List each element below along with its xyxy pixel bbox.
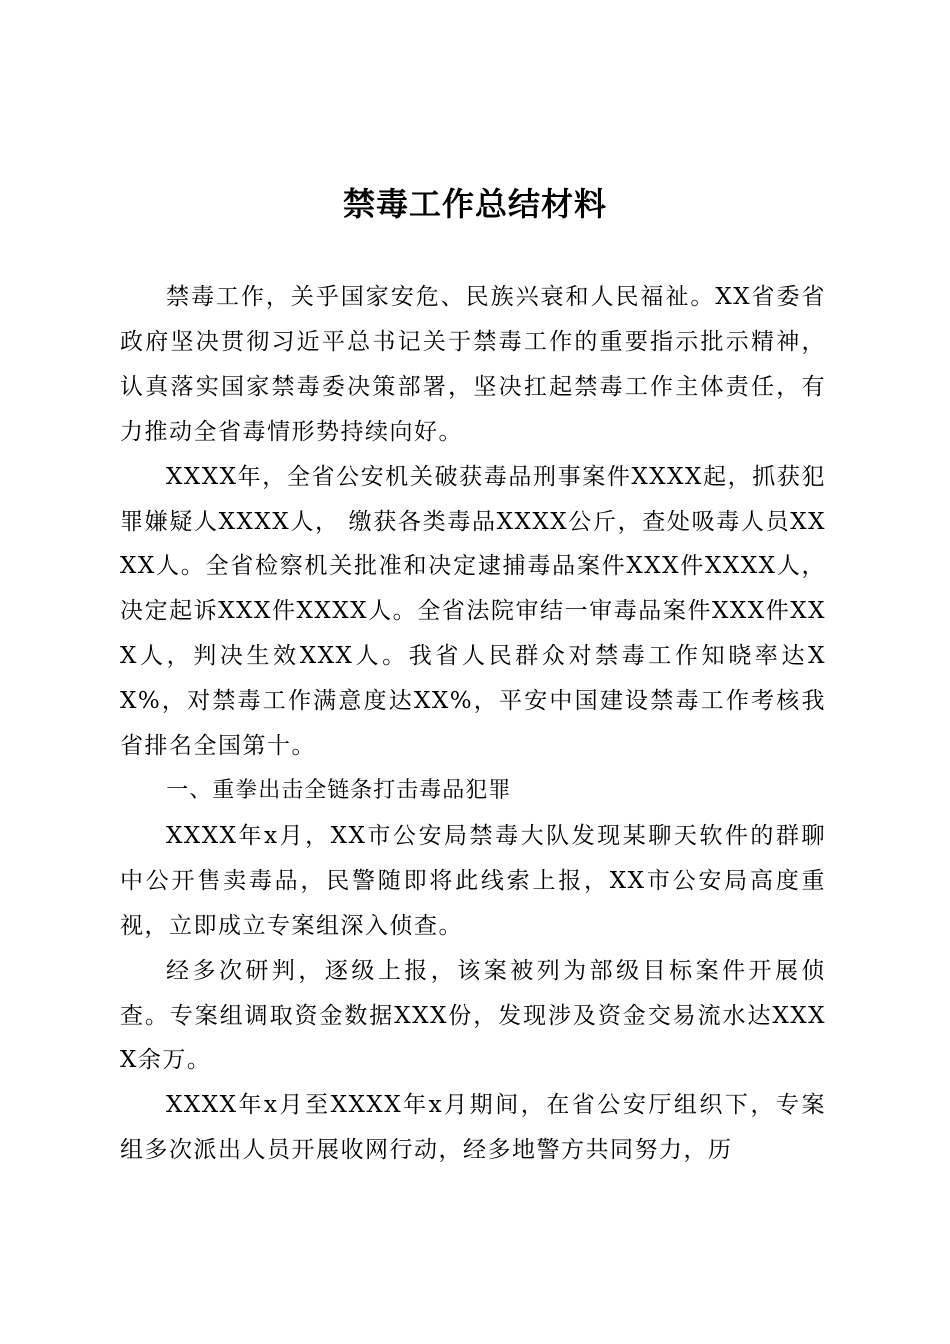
document-title: 禁毒工作总结材料	[342, 185, 607, 223]
paragraph-case-arrest: XXXX年x月至XXXX年x月期间，在省公安厅组织下，专案组多次派出人员开展收网行动，经多地警方共同努力，历	[120, 1092, 826, 1164]
document-body	[120, 275, 826, 1173]
paragraph-statistics: XXXX年，全省公安机关破获毒品刑事案件XXXX起，抓获犯罪嫌疑人XXXX人， 缴获各类毒品XXXX公斤，查处吸毒人员XXXX人。全省检察机关批准和决定逮捕毒品案件XXX件XXXX人，决定起诉XXX件XXXX人。全省法院审结一审毒品案件XXX件XXX人，判决生效XXX人。我省人民群众对禁毒工作知晓率达XX%，对禁毒工作满意度达XX%，平安中国建设禁毒工作考核我省排名全国第十。	[120, 463, 826, 760]
paragraph-case-discovery: XXXX年x月，XX市公安局禁毒大队发现某聊天软件的群聊中公开售卖毒品，民警随即将此线索上报，XX市公安局高度重视，立即成立专案组深入侦查。	[120, 822, 826, 939]
section-heading: 一、重拳出击全链条打击毒品犯罪	[166, 777, 512, 803]
paragraph-case-investigation: 经多次研判，逐级上报，该案被列为部级目标案件开展侦查。专案组调取资金数据XXX份，发现涉及资金交易流水达XXXX余万。	[120, 957, 826, 1074]
paragraph-intro: 禁毒工作，关乎国家安危、民族兴衰和人民福祉。XX省委省政府坚决贯彻习近平总书记关于禁毒工作的重要指示批示精神，认真落实国家禁毒委决策部署，坚决扛起禁毒工作主体责任，有力推动全省毒情形势持续向好。	[120, 284, 826, 445]
